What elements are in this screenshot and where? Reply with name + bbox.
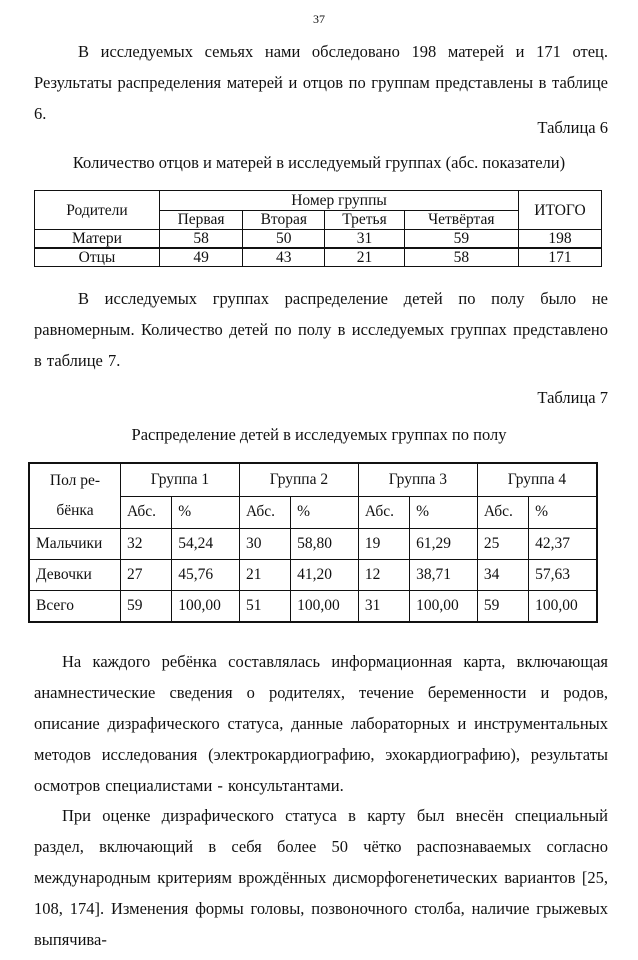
table7-cell: 100,00 — [410, 591, 478, 623]
table-row — [29, 560, 597, 591]
table6-row-label: Матери — [35, 230, 160, 249]
table7-cell: 54,24 — [172, 529, 240, 560]
table7-row-label: Девочки — [29, 560, 121, 591]
table-row — [29, 591, 597, 623]
table7-header-pct: % — [172, 496, 240, 529]
table6-header-total: ИТОГО — [519, 191, 602, 230]
paragraph-intro: В исследуемых семьях нами обследовано 198 матерей и 171 отец. Результаты распределения матерей и отцов по группам представлены в таблице 6. — [34, 42, 608, 123]
table7-cell: 27 — [121, 560, 172, 591]
table7-cell: 58,80 — [291, 529, 359, 560]
table7-title: Распределение детей в исследуемых группах по полу — [131, 425, 507, 444]
table7-header-group: Группа 3 — [358, 463, 477, 496]
table7-cell: 38,71 — [410, 560, 478, 591]
table-row — [35, 248, 602, 267]
table7-cell: 100,00 — [529, 591, 597, 623]
table6-header-group: Вторая — [243, 210, 325, 230]
table7-header-group: Группа 1 — [121, 463, 240, 496]
table7-header-sex-line2: бёнка — [56, 502, 94, 519]
table7-cell: 30 — [239, 529, 290, 560]
page-number: 37 — [313, 12, 325, 26]
table7-cell: 21 — [239, 560, 290, 591]
table6-header-parents: Родители — [35, 191, 160, 230]
table7-cell: 51 — [239, 591, 290, 623]
table7-cell: 42,37 — [529, 529, 597, 560]
table7 — [28, 462, 598, 623]
table7-cell: 34 — [477, 560, 528, 591]
table6-cell-total: 171 — [519, 248, 602, 267]
table6 — [34, 190, 602, 267]
table7-row-label: Всего — [29, 591, 121, 623]
table7-header-abs: Абс. — [358, 496, 409, 529]
table7-header-pct: % — [291, 496, 359, 529]
table6-label: Таблица 6 — [537, 118, 608, 137]
table6-title: Количество отцов и матерей в исследуемый группах (абс. показатели) — [72, 153, 566, 172]
table-row — [29, 529, 597, 560]
table7-label: Таблица 7 — [537, 388, 608, 407]
table7-header-pct: % — [529, 496, 597, 529]
table7-header-sex — [29, 463, 121, 529]
table7-cell: 100,00 — [291, 591, 359, 623]
table6-cell-total: 198 — [519, 230, 602, 249]
table6-header-group-number: Номер группы — [160, 191, 519, 211]
paragraph-dysraphic-status: При оценке дизрафического статуса в карту был внесён специальный раздел, включающий в себя более 50 чётко распознаваемых согласно международным критериям врождённых дисморфогенетических вариантов [25, 108, 174]. Изменения формы головы, позвоночного столба, наличие грыжевых выпячива- — [34, 806, 608, 949]
table6-cell: 58 — [160, 230, 243, 249]
table6-cell: 31 — [325, 230, 404, 249]
table6-cell: 49 — [160, 248, 243, 267]
table-row — [35, 230, 602, 249]
table7-cell: 61,29 — [410, 529, 478, 560]
table7-header-group: Группа 4 — [477, 463, 597, 496]
table7-cell: 45,76 — [172, 560, 240, 591]
table7-header-abs: Абс. — [121, 496, 172, 529]
table7-header-pct: % — [410, 496, 478, 529]
table7-header-group: Группа 2 — [239, 463, 358, 496]
table7-cell: 57,63 — [529, 560, 597, 591]
table6-cell: 59 — [404, 230, 518, 249]
table6-header-group: Третья — [325, 210, 404, 230]
table7-header-sex-line1: Пол ре- — [49, 472, 101, 489]
table7-header-abs: Абс. — [477, 496, 528, 529]
table7-cell: 31 — [358, 591, 409, 623]
table7-cell: 19 — [358, 529, 409, 560]
table7-cell: 41,20 — [291, 560, 359, 591]
table7-cell: 25 — [477, 529, 528, 560]
table6-header-group: Четвёртая — [404, 210, 518, 230]
table7-cell: 32 — [121, 529, 172, 560]
table6-cell: 50 — [243, 230, 325, 249]
paragraph-info-card: На каждого ребёнка составлялась информационная карта, включающая анамнестические сведения о родителях, течение беременности и родов, описание дизрафического статуса, данные лабораторных и инструментальных методов исследования (электрокардиографию, эхокардиографию), результаты осмотров специалистами - консультантами. — [34, 652, 608, 795]
table6-cell: 58 — [404, 248, 518, 267]
table7-cell: 12 — [358, 560, 409, 591]
table7-header-abs: Абс. — [239, 496, 290, 529]
table6-header-group: Первая — [160, 210, 243, 230]
table6-row-label: Отцы — [35, 248, 160, 267]
table7-cell: 59 — [477, 591, 528, 623]
table7-cell: 100,00 — [172, 591, 240, 623]
table6-cell: 21 — [325, 248, 404, 267]
paragraph-distribution: В исследуемых группах распределение детей по полу было не равномерным. Количество детей по полу в исследуемых группах представлено в таблице 7. — [34, 289, 608, 370]
table7-row-label: Мальчики — [29, 529, 121, 560]
table6-cell: 43 — [243, 248, 325, 267]
table7-cell: 59 — [121, 591, 172, 623]
